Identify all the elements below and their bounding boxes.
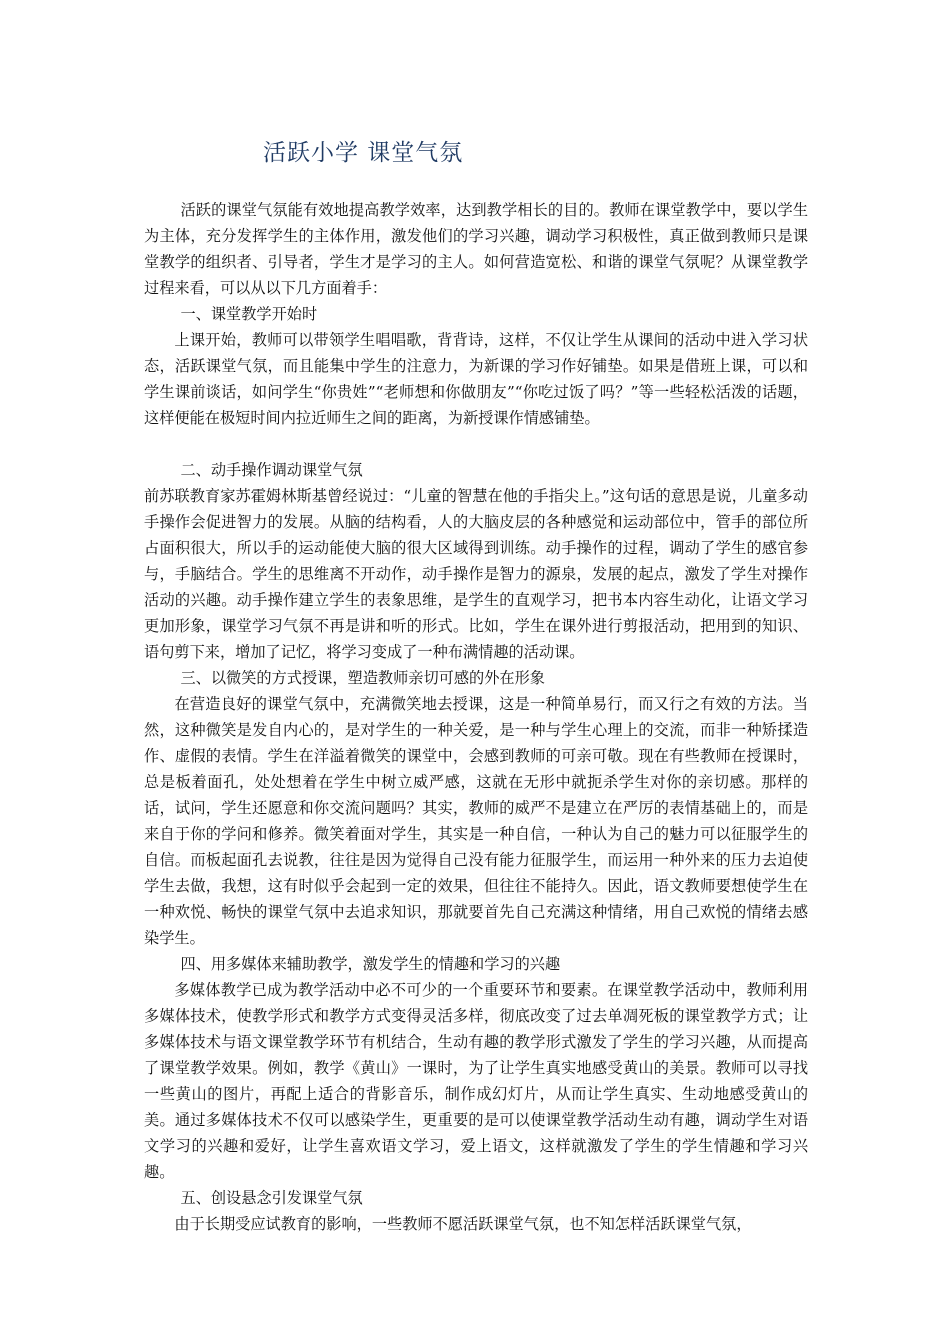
section-body-5: 由于长期受应试教育的影响，一些教师不愿活跃课堂气氛，也不知怎样活跃课堂气氛， bbox=[174, 1215, 752, 1233]
section-heading-3: 三、以微笑的方式授课，塑造教师亲切可感的外在形象 bbox=[180, 669, 545, 687]
document-body bbox=[144, 197, 808, 1237]
section-heading-4: 四、用多媒体来辅助教学，激发学生的情趣和学习的兴趣 bbox=[180, 955, 561, 973]
section-body-2: 前苏联教育家苏霍姆林斯基曾经说过：“儿童的智慧在他的手指尖上。”这句话的意思是说，儿童多动手操作会促进智力的发展。从脑的结构看，人的大脑皮层的各种感觉和运动部位中，管手的部位所占面积很大，所以手的运动能使大脑的很大区域得到训练。动手操作的过程，调动了学生的感官参与，手脑结合。学生的思维离不开动作，动手操作是智力的源泉，发展的起点，激发了学生对操作活动的兴趣。动手操作建立学生的表象思维，是学生的直观学习，把书本内容生动化，让语文学习更加形象，课堂学习气氛不再是讲和听的形式。比如，学生在课外进行剪报活动，把用到的知识、语句剪下来，增加了记忆，将学习变成了一种布满情趣的活动课。 bbox=[144, 487, 808, 661]
paragraph-spacer bbox=[144, 431, 808, 457]
section-body-1: 上课开始，教师可以带领学生唱唱歌，背背诗，这样，不仅让学生从课间的活动中进入学习状态，活跃课堂气氛，而且能集中学生的注意力，为新课的学习作好铺垫。如果是借班上课，可以和学生课前谈话，如问学生“你贵姓”“老师想和你做朋友”“你吃过饭了吗？”等一些轻松活泼的话题，这样便能在极短时间内拉近师生之间的距离，为新授课作情感铺垫。 bbox=[144, 331, 808, 427]
section-body-4: 多媒体教学已成为教学活动中必不可少的一个重要环节和要素。在课堂教学活动中，教师利用多媒体技术，使教学形式和教学方式变得灵活多样，彻底改变了过去单凋死板的课堂教学方式；让多媒体技术与语文课堂教学环节有机结合，生动有趣的教学形式激发了学生的学习兴趣，从而提高了课堂教学效果。例如，教学《黄山》一课时，为了让学生真实地感受黄山的美景。教师可以寻找一些黄山的图片，再配上适合的背影音乐，制作成幻灯片，从而让学生真实、生动地感受黄山的美。通过多媒体技术不仅可以感染学生，更重要的是可以使课堂教学活动生动有趣，调动学生对语文学习的兴趣和爱好，让学生喜欢语文学习，爱上语文，这样就激发了学生的学生情趣和学习兴趣。 bbox=[144, 981, 808, 1181]
section-heading-1: 一、课堂教学开始时 bbox=[180, 305, 318, 323]
section-heading-5: 五、创设悬念引发课堂气氛 bbox=[180, 1189, 363, 1207]
intro-paragraph: 活跃的课堂气氛能有效地提高教学效率，达到教学相长的目的。教师在课堂教学中，要以学生为主体，充分发挥学生的主体作用，激发他们的学习兴趣，调动学习积极性，真正做到教师只是课堂教学的组织者、引导者，学生才是学习的主人。如何营造宽松、和谐的课堂气氛呢？从课堂教学过程来看，可以从以下几方面着手： bbox=[144, 201, 808, 297]
document-title: 活跃小学 课堂气氛 bbox=[263, 140, 464, 166]
section-heading-2: 二、动手操作调动课堂气氛 bbox=[180, 461, 363, 479]
section-body-3: 在营造良好的课堂气氛中，充满微笑地去授课，这是一种简单易行，而又行之有效的方法。当然，这种微笑是发自内心的，是对学生的一种关爱，是一种与学生心理上的交流，而非一种矫揉造作、虚假的表情。学生在洋溢着微笑的课堂中，会感到教师的可亲可敬。现在有些教师在授课时，总是板着面孔，处处想着在学生中树立威严感，这就在无形中就扼杀学生对你的亲切感。那样的话，试问，学生还愿意和你交流问题吗？其实，教师的威严不是建立在严厉的表情基础上的，而是来自于你的学问和修养。微笑着面对学生，其实是一种自信，一种认为自己的魅力可以征服学生的自信。而板起面孔去说教，往往是因为觉得自己没有能力征服学生，而运用一种外来的压力去迫使学生去做，我想，这有时似乎会起到一定的效果，但往往不能持久。因此，语文教师要想使学生在一种欢悦、畅快的课堂气氛中去追求知识，那就要首先自己充满这种情绪，用自己欢悦的情绪去感染学生。 bbox=[144, 695, 808, 947]
